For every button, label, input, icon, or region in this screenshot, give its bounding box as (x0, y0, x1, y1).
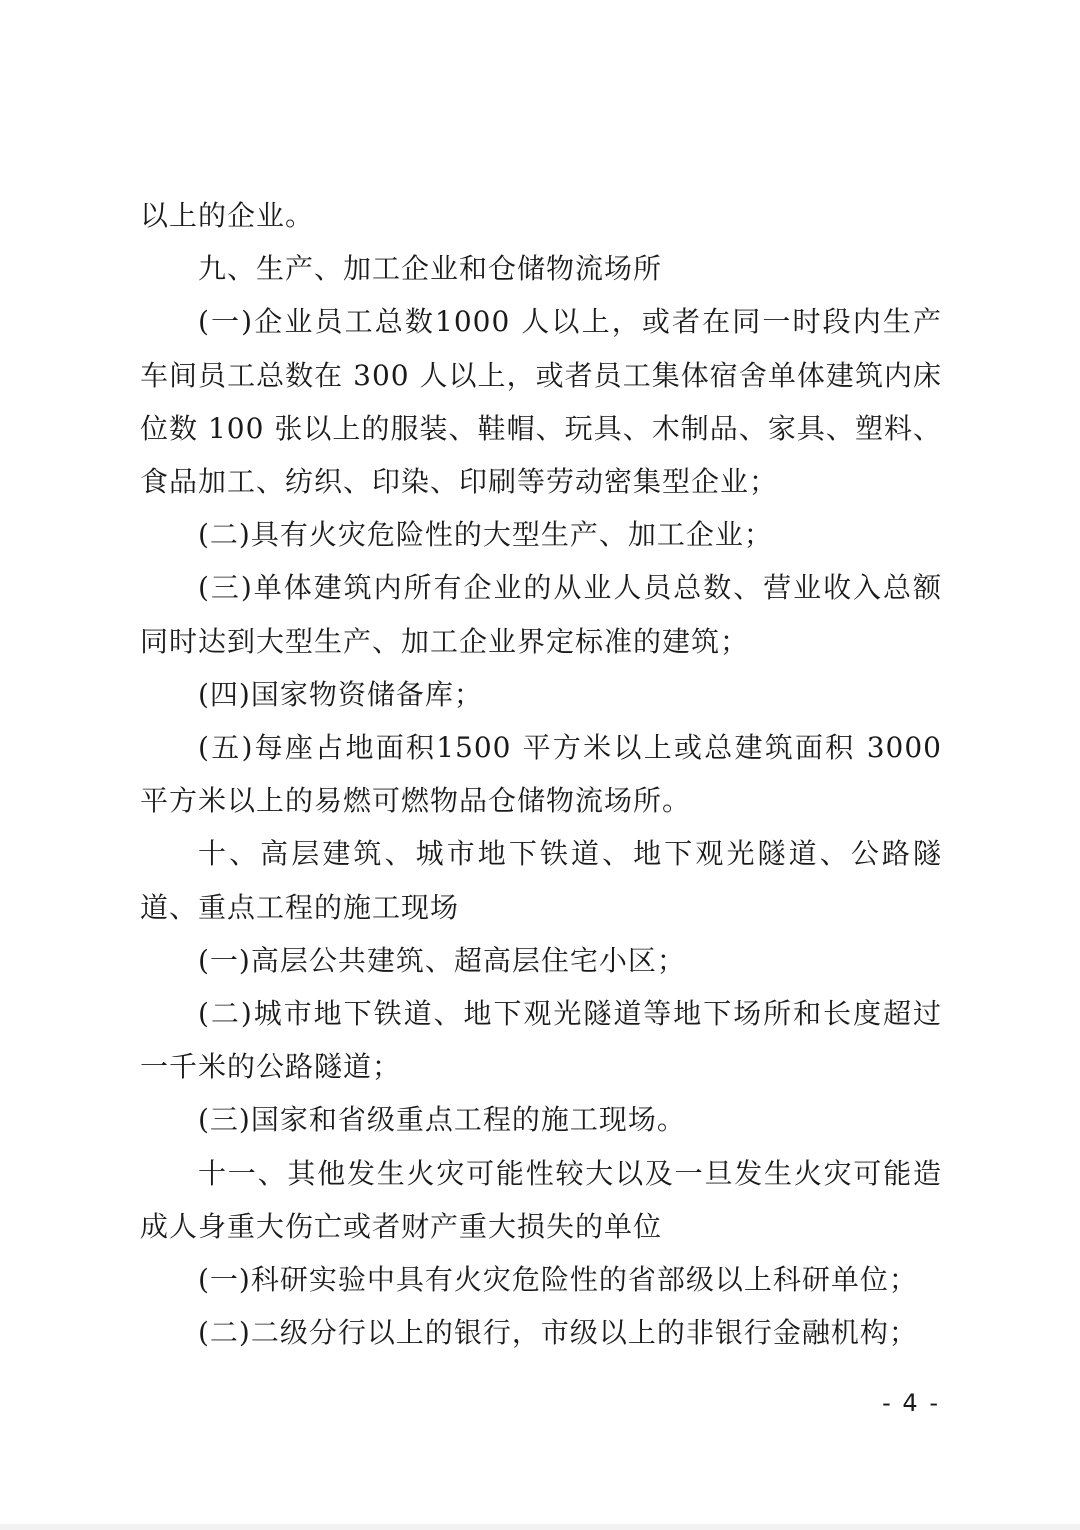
paragraph: (五)每座占地面积1500 平方米以上或总建筑面积 3000 平方米以上的易燃可燃物品仓储物流场所。 (140, 731, 942, 818)
section-heading: 九、生产、加工企业和仓储物流场所 (198, 252, 663, 286)
paragraph: 以上的企业。 (140, 199, 315, 232)
page-bottom-edge (0, 1524, 1080, 1530)
document-body (140, 189, 942, 1359)
paragraph: (三)单体建筑内所有企业的从业人员总数、营业收入总额同时达到大型生产、加工企业界定标准的建筑； (140, 571, 942, 658)
section-heading: 十一、其他发生火灾可能性较大以及一旦发生火灾可能造成人身重大伤亡或者财产重大损失的单位 (140, 1156, 942, 1243)
paragraph: (一)高层公共建筑、超高层住宅小区； (198, 943, 686, 977)
paragraph: (二)具有火灾危险性的大型生产、加工企业； (198, 518, 773, 552)
paragraph: (三)国家和省级重点工程的施工现场。 (198, 1103, 686, 1137)
paragraph: (二)城市地下铁道、地下观光隧道等地下场所和长度超过一千米的公路隧道； (140, 997, 942, 1084)
paragraph: (四)国家物资储备库； (198, 677, 483, 711)
paragraph: (二)二级分行以上的银行，市级以上的非银行金融机构； (198, 1316, 918, 1350)
paragraph: (一)科研实验中具有火灾危险性的省部级以上科研单位； (198, 1263, 918, 1297)
section-heading: 十、高层建筑、城市地下铁道、地下观光隧道、公路隧道、重点工程的施工现场 (140, 837, 942, 924)
paragraph: (一)企业员工总数1000 人以上，或者在同一时段内生产车间员工总数在 300 人以上，或者员工集体宿舍单体建筑内床位数 100 张以上的服装、鞋帽、玩具、木制品、家具、塑料、食品加工、纺织、印染、印刷等劳动密集型企业； (140, 305, 942, 499)
page-number: - 4 - (882, 1389, 940, 1417)
